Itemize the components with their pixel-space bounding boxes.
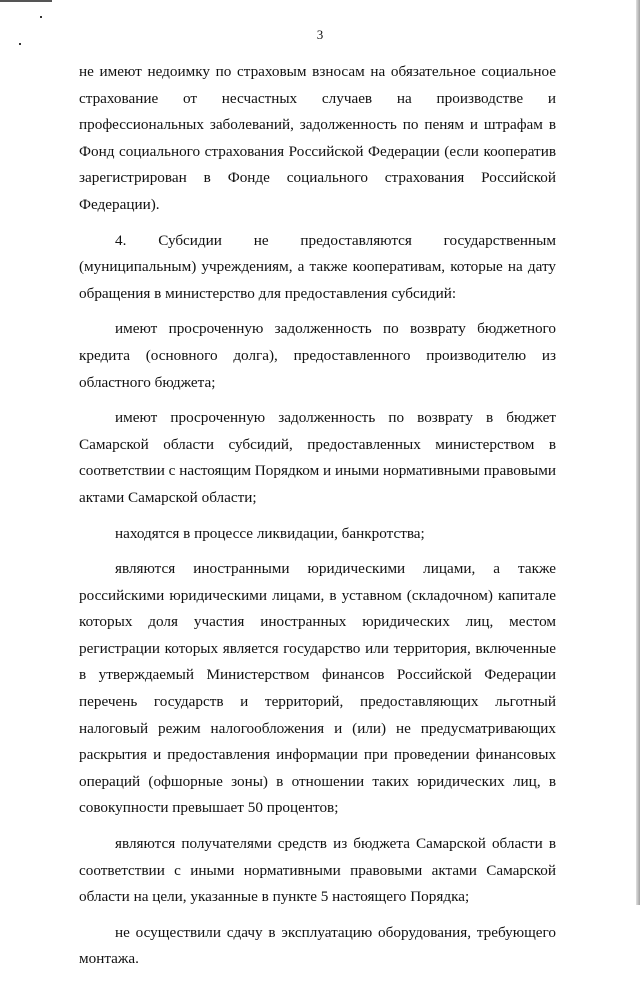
scan-edge-shadow (636, 0, 640, 905)
scan-speck (19, 43, 21, 45)
paragraph-foreign-entities: являются иностранными юридическими лицами, а также российскими юридическими лицами, в уставном (складочном) капитале которых доля участия иностранных юридических лиц, местом регистрации которых является государство или территория, включенные в утверждаемый Министерством финансов Российской Федерации перечень государств и территорий, предоставляющих льготный налоговый режим налогообложения и (или) не предусматривающих раскрытия и предоставления информации при проведении финансовых операций (офшорные зоны) в отношении таких юридических лиц, в совокупности превышает 50 процентов; (79, 560, 556, 817)
paragraph-overdue-subsidies: имеют просроченную задолженность по возврату в бюджет Самарской области субсидий, предоставленных министерством в соответствии с настоящим Порядком и иными нормативными правовыми актами Самарской области; (79, 409, 556, 506)
scan-edge-mark (0, 0, 52, 2)
paragraph-equipment: не осуществили сдачу в эксплуатацию оборудования, требующего монтажа. (79, 923, 556, 968)
paragraph-liquidation: находятся в процессе ликвидации, банкротства; (115, 524, 425, 542)
paragraph-item-4: 4. Субсидии не предоставляются государственным (муниципальным) учреждениям, а также кооперативам, которые на дату обращения в министерство для предоставления субсидий: (79, 231, 556, 302)
scan-speck (40, 16, 42, 18)
page-number: 3 (316, 27, 324, 42)
paragraph-overdue-credit: имеют просроченную задолженность по возврату бюджетного кредита (основного долга), предоставленного производителю из областного бюджета; (79, 320, 556, 391)
document-body (79, 59, 556, 982)
paragraph-debt-continued: не имеют недоимку по страховым взносам на обязательное социальное страхование от несчастных случаев на производстве и профессиональных заболеваний, задолженность по пеням и штрафам в Фонд социального страхования Российской Федерации (если кооператив зарегистрирован в Фонде социального страхования Российской Федерации). (79, 63, 556, 213)
paragraph-budget-recipients: являются получателями средств из бюджета Самарской области в соответствии с иными нормативными правовыми актами Самарской области на цели, указанные в пункте 5 настоящего Порядка; (79, 835, 556, 906)
